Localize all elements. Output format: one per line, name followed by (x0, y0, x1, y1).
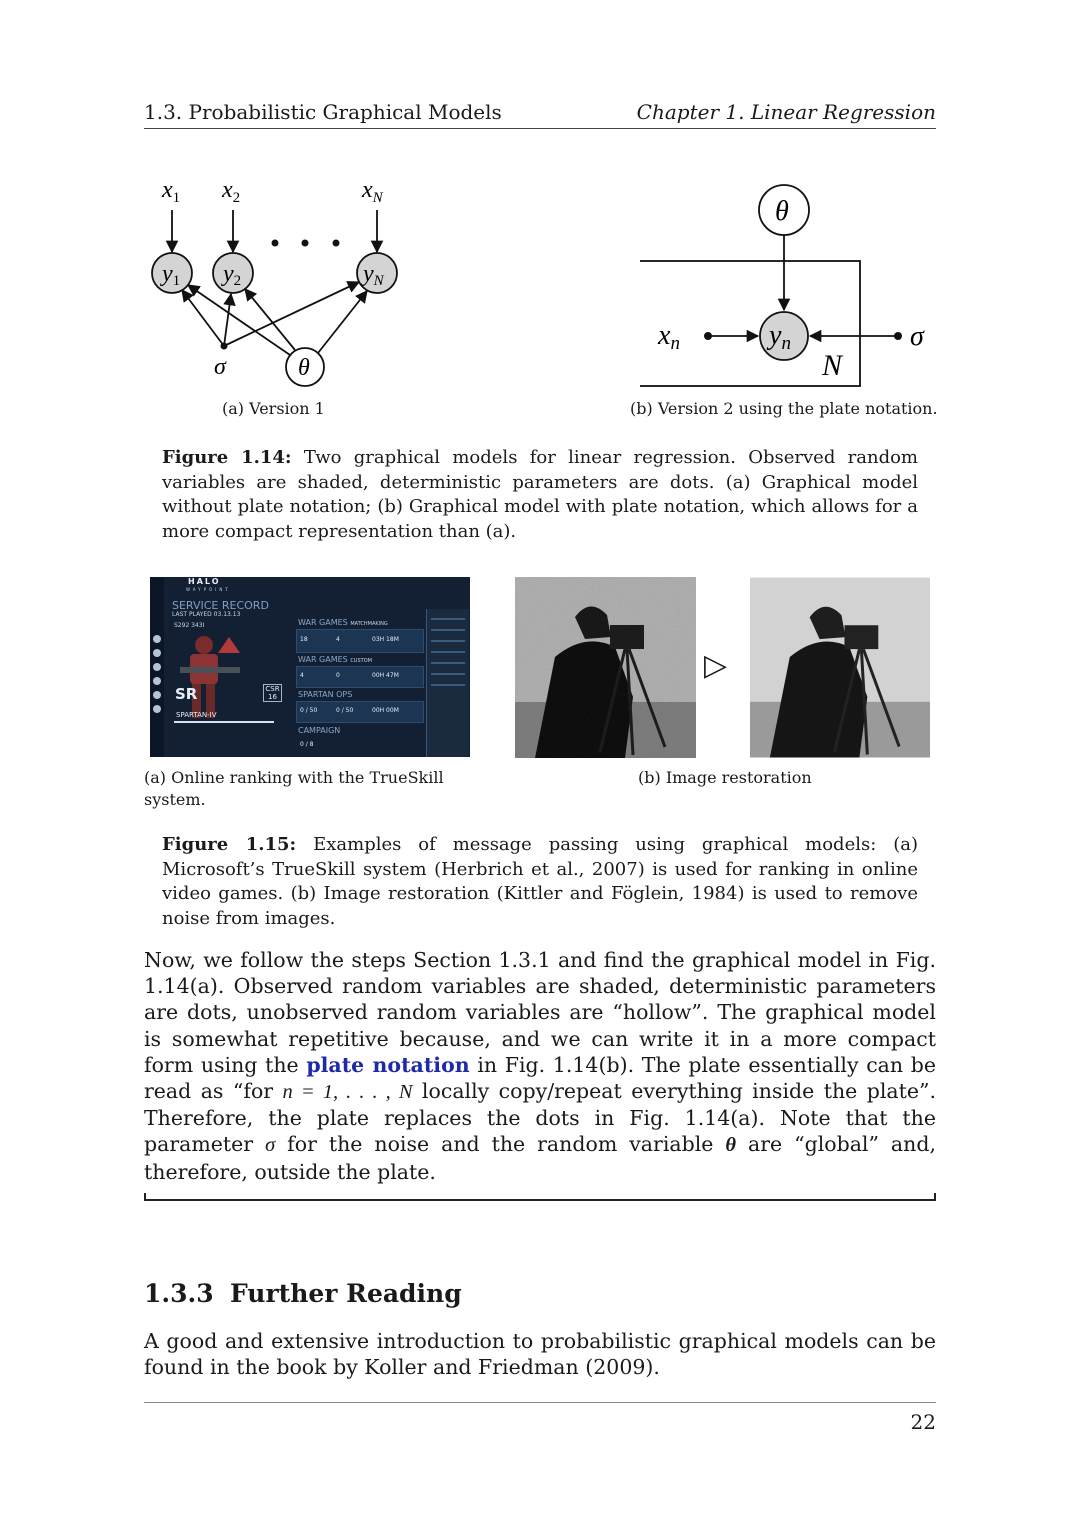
page-number: 22 (910, 1410, 936, 1434)
plate-notation-link[interactable]: plate notation (306, 1052, 470, 1077)
war-games-custom-heading: WAR GAMES CUSTOM (298, 655, 372, 664)
caption-label: Figure 1.14: (162, 447, 292, 468)
node-y1-label: y1 (162, 261, 181, 289)
spartan-ops-heading: SPARTAN OPS (298, 690, 353, 699)
nav-icon (153, 649, 161, 657)
stat-value: 0 (336, 672, 340, 679)
edge-sigma-y1 (182, 290, 224, 346)
section-text: A good and extensive introduction to probabilistic graphical models can be found in the book by Koller and Friedman (2009). (144, 1329, 936, 1380)
sr-label: SR (175, 685, 198, 703)
halo-side-menu (426, 609, 469, 757)
last-played: LAST PLAYED 03.13.13 (172, 611, 241, 618)
stat-value: 0 / 8 (300, 741, 314, 748)
edge-sigma-yN (224, 282, 359, 346)
campaign-heading: CAMPAIGN (298, 726, 341, 735)
stat-value: 03H 18M (372, 636, 399, 643)
halo-waypoint-screenshot (150, 577, 470, 757)
edge-sigma-y2 (224, 294, 231, 346)
node-yn-label: yn (769, 320, 791, 354)
spartan-rank: SPARTAN-IV (176, 711, 217, 719)
edge-theta-yN (318, 291, 367, 353)
ellipsis-dot (333, 240, 340, 247)
nav-icon (153, 663, 161, 671)
body-paragraph: Now, we follow the steps Section 1.3.1 and find the graphical model in Fig. 1.14(a). Observed random variables are shaded, deterministic parameters are dots, unobserved random variables are “hollow”. The graphical model is somewhat repetitive because, and we can write it in a more compact form using the plate notation in Fig. 1.14(b). The plate essentially can be read as “for n = 1, . . . , N locally copy/repeat everything inside the plate”. Therefore, the plate replaces the dots in Fig. 1.14(a). Note that the parameter σ for the noise and the random variable θ are “global” and, therefore, outside the plate. (144, 948, 937, 1184)
halo-logo-sub: WAYPOINT (186, 587, 231, 592)
running-header-chapter: Chapter 1. Linear Regression (636, 100, 936, 124)
figure-1-14b-subcaption: (b) Version 2 using the plate notation. (630, 399, 938, 418)
edge-theta-y1 (188, 285, 290, 355)
ellipsis-dot (302, 240, 309, 247)
service-record-title: SERVICE RECORD (172, 599, 269, 612)
figure-1-14a-subcaption: (a) Version 1 (222, 399, 325, 418)
nav-icon (153, 705, 161, 713)
arrow-right-icon: ▷ (704, 648, 728, 683)
section-heading: 1.3.3 Further Reading (144, 1279, 462, 1308)
figure-1-14a-diagram (140, 170, 420, 395)
figure-1-15a-subcaption: (a) Online ranking with the TrueSkill system. (144, 768, 444, 809)
figure-1-15b-subcaption: (b) Image restoration (638, 768, 812, 787)
stat-value: 00H 47M (372, 672, 399, 679)
node-yN-label: yN (363, 261, 384, 289)
example-end-bracket (144, 1193, 936, 1201)
caption-text: Two graphical models for linear regression. Observed random variables are shaded, deterministic parameters are dots. (a) Graphical model without plate notation; (b) Graphical model with plate notation, which allows for a more compact representation than (a). (162, 447, 918, 542)
figure-1-14b-diagram (640, 180, 940, 395)
stat-value: 00H 00M (372, 707, 399, 714)
halo-logo: HALO (188, 577, 221, 586)
nav-icon (153, 691, 161, 699)
node-xN-label: $x_N$ (362, 177, 383, 206)
figure-1-14-caption (162, 446, 918, 544)
war-games-heading: WAR GAMES MATCHMAKING (298, 618, 388, 627)
node-x1-label: $x_1$ (162, 177, 181, 206)
node-theta-label: θ (775, 196, 789, 227)
restored-image (750, 577, 930, 758)
nav-icon (153, 677, 161, 685)
header-rule (144, 128, 936, 129)
caption-label: Figure 1.15: (162, 834, 297, 855)
stat-value: 4 (336, 636, 340, 643)
caption-text: Examples of message passing using graphical models: (a) Microsoft’s TrueSkill system (Herbrich et al., 2007) is used for ranking in online video games. (b) Image restoration (Kittler and Föglein, 1984) is used to remove noise from images. (162, 834, 918, 929)
gamertag: S292 343I (174, 622, 205, 629)
plate-label: N (822, 349, 843, 382)
figure-1-15-caption (162, 833, 918, 931)
node-sigma-label: σ (214, 354, 226, 380)
footer-rule (144, 1402, 936, 1403)
node-theta-label: θ (298, 355, 310, 381)
progress-bar (174, 721, 274, 723)
stat-value: 4 (300, 672, 304, 679)
csr-badge: CSR 16 (263, 684, 282, 702)
node-xn-label: xn (658, 320, 680, 354)
node-y2-label: y2 (223, 261, 242, 289)
halo-sidebar (150, 577, 164, 757)
running-header-section: 1.3. Probabilistic Graphical Models (144, 100, 502, 124)
stats-panel (296, 629, 424, 653)
stat-value: 18 (300, 636, 308, 643)
stat-value: 0 / 50 (336, 707, 354, 714)
noisy-image (515, 577, 696, 758)
stat-value: 0 / 50 (300, 707, 318, 714)
nav-icon (153, 635, 161, 643)
node-x2-label: $x_2$ (222, 177, 241, 206)
node-sigma-label: σ (910, 321, 924, 352)
stats-panel (296, 666, 424, 688)
ellipsis-dot (272, 240, 279, 247)
